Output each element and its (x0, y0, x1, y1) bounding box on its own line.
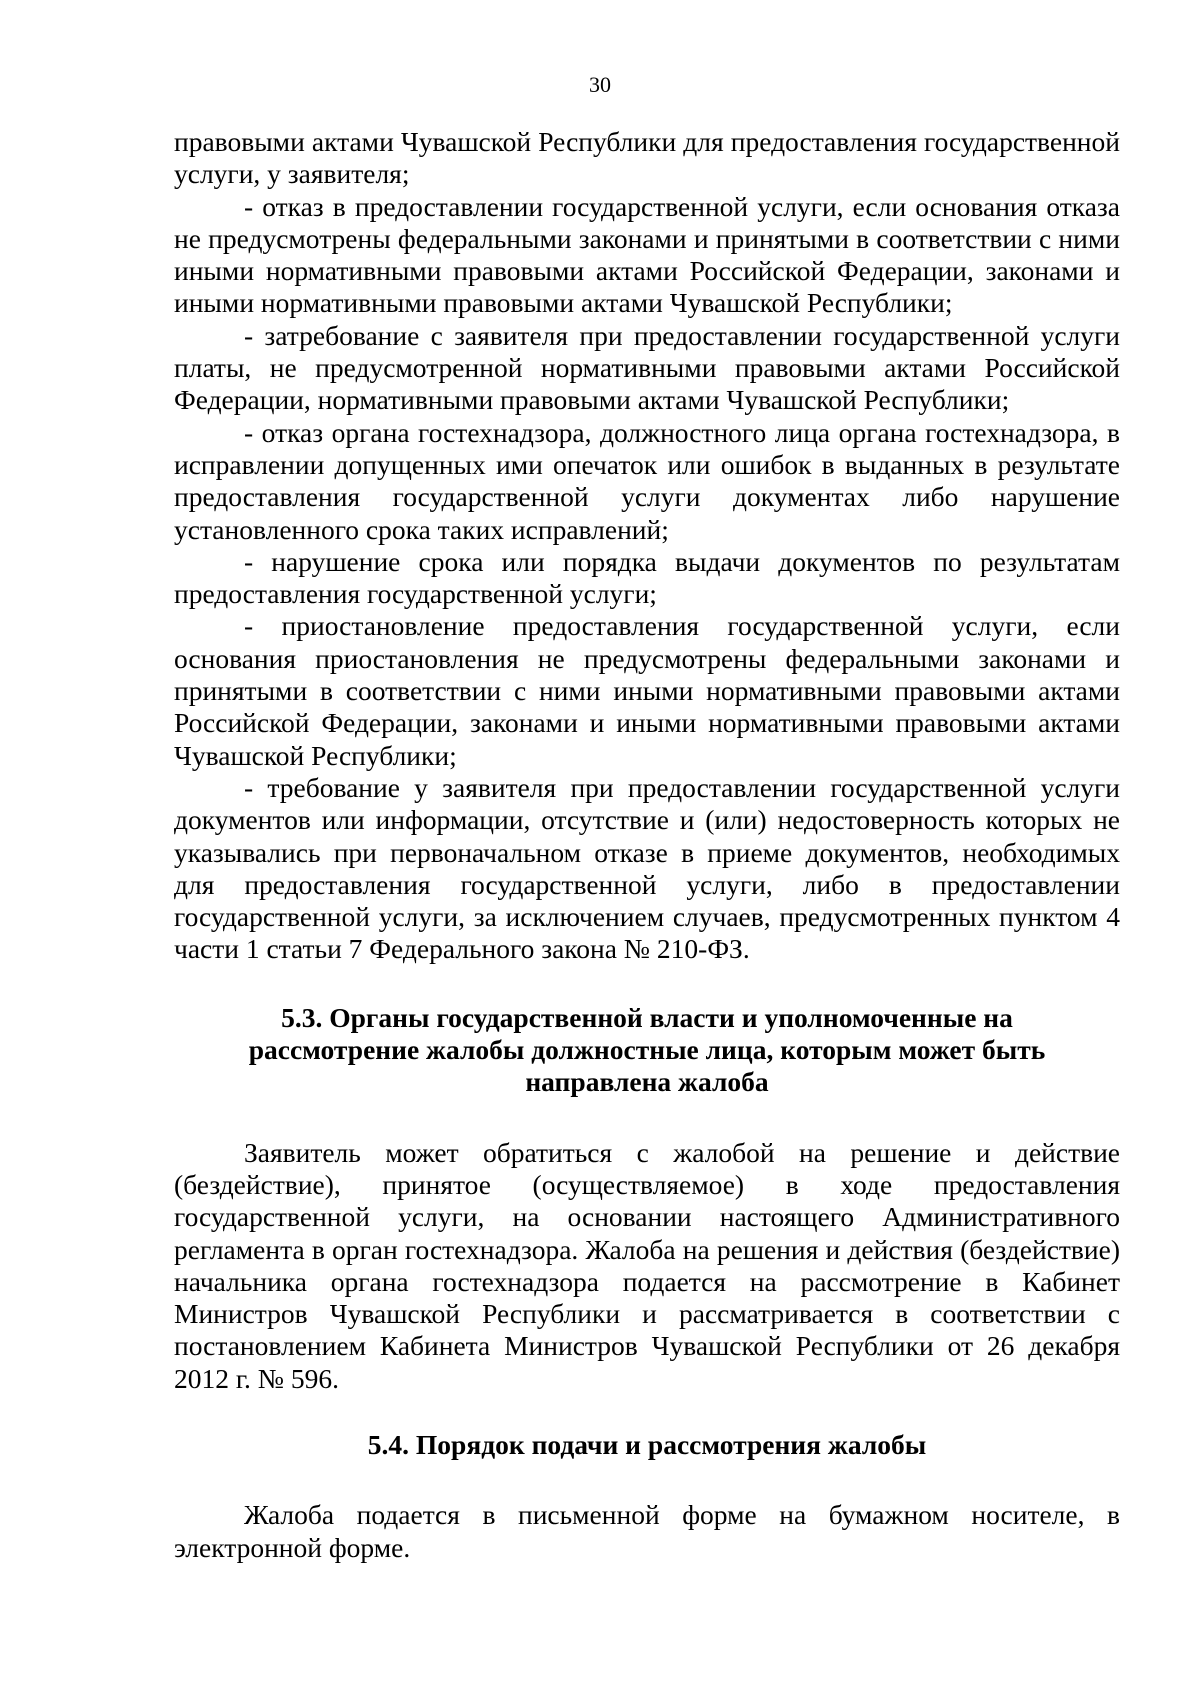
list-item: - отказ органа гостехнадзора, должностного лица органа гостехнадзора, в исправлении допущенных ими опечаток или ошибок в выданных в результате предоставления государственной услуги документах либо нарушение установленного срока таких исправлений; (174, 416, 1120, 545)
list-item: - отказ в предоставлении государственной услуги, если основания отказа не предусмотрены федеральными законами и принятыми в соответствии с ними иными нормативными правовыми актами Российской Федерации, законами и иными нормативными правовыми актами Чувашской Республики; (174, 190, 1120, 319)
section-5-3-heading (174, 1002, 1120, 1099)
section-5-3-heading-line2: рассмотрение жалобы должностные лица, которым может быть (248, 1034, 1046, 1066)
section-5-3-text: Заявитель может обратиться с жалобой на решение и действие (бездействие), принятое (осуществляемое) в ходе предоставления государственной услуги, на основании настоящего Административного регламента в орган гостехнадзора. Жалоба на решения и действия (бездействие) начальника органа гостехнадзора подается на рассмотрение в Кабинет Министров Чувашской Республики и рассматривается в соответствии с постановлением Кабинета Министров Чувашской Республики от 26 декабря 2012 г. № 596. (174, 1136, 1120, 1394)
section-5-3-heading-line1: 5.3. Органы государственной власти и уполномоченные на (281, 1001, 1013, 1033)
list-item: - затребование с заявителя при предоставлении государственной услуги платы, не предусмотренной нормативными правовыми актами Российской Федерации, нормативными правовыми актами Чувашской Республики; (174, 319, 1120, 416)
section-5-4-heading: 5.4. Порядок подачи и рассмотрения жалобы (367, 1428, 927, 1460)
list-item: - приостановление предоставления государственной услуги, если основания приостановления не предусмотрены федеральными законами и принятыми в соответствии с ними иными нормативными правовыми актами Российской Федерации, законами и иными нормативными правовыми актами Чувашской Республики; (174, 610, 1120, 771)
page-number: 30 (589, 72, 611, 97)
document-body (174, 126, 1120, 1564)
list-item: - требование у заявителя при предоставлении государственной услуги документов или информации, отсутствие и (или) недостоверность которых не указывались при первоначальном отказе в приеме документов, необходимых для предоставления государственной услуги, либо в предоставлении государственной услуги, за исключением случаев, предусмотренных пунктом 4 части 1 статьи 7 Федерального закона № 210-ФЗ. (174, 771, 1120, 965)
list-item: - нарушение срока или порядка выдачи документов по результатам предоставления государственной услуги; (174, 545, 1120, 610)
section-5-3-heading-line3: направлена жалоба (525, 1066, 769, 1098)
paragraph-continuation: правовыми актами Чувашской Республики для предоставления государственной услуги, у заявителя; (174, 126, 1120, 190)
section-5-4-text: Жалоба подается в письменной форме на бумажном носителе, в электронной форме. (174, 1499, 1120, 1563)
